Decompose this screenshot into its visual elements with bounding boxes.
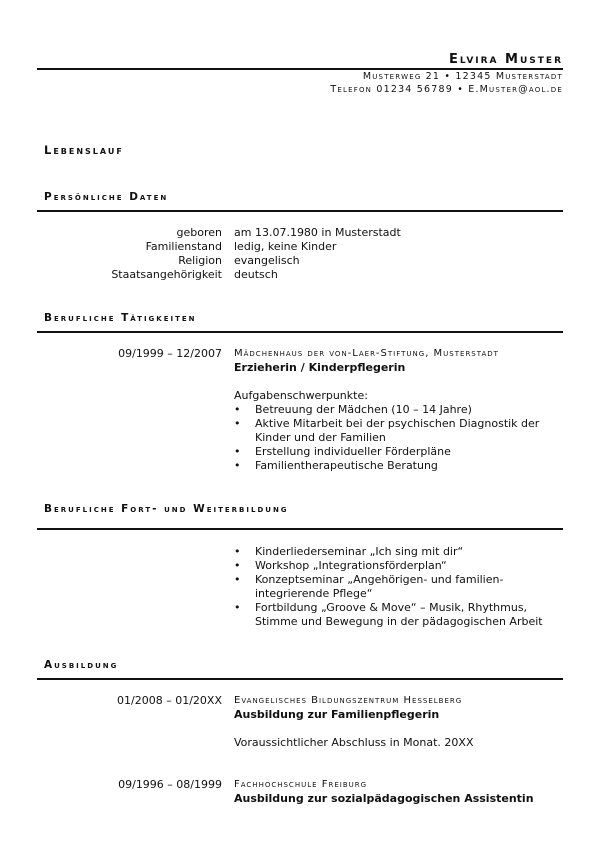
section-heading-personal: Persönliche Daten	[44, 191, 169, 203]
career-date: 09/1999 – 12/2007	[118, 347, 222, 360]
training-bullet: Workshop „Integrationsförderplan“	[255, 559, 447, 572]
label-marital-status: Familienstand	[145, 240, 222, 253]
value-marital-status: ledig, keine Kinder	[234, 240, 337, 253]
career-bullet: Aktive Mitarbeit bei der psychischen Diagnostik der	[255, 417, 540, 430]
applicant-name: Elvira Muster	[448, 52, 563, 67]
value-religion: evangelisch	[234, 254, 300, 267]
contact-line: Telefon 01234 56789 • E.Muster@aol.de	[330, 84, 563, 95]
education-program: Ausbildung zur sozialpädagogischen Assistentin	[234, 792, 534, 805]
bullet-icon: •	[234, 459, 241, 472]
section-rule-training	[37, 528, 563, 530]
section-rule-education	[37, 678, 563, 680]
education-note: Voraussichtlicher Abschluss in Monat. 20XX	[234, 736, 474, 749]
bullet-icon: •	[234, 601, 241, 614]
bullet-icon: •	[234, 559, 241, 572]
training-bullet: Konzeptseminar „Angehörigen- und familien-	[255, 573, 504, 586]
bullet-icon: •	[234, 445, 241, 458]
label-nationality: Staatsangehörigkeit	[111, 268, 222, 281]
section-rule-career	[37, 331, 563, 333]
career-focus-label: Aufgabenschwerpunkte:	[234, 389, 368, 402]
career-bullet: Betreuung der Mädchen (10 – 14 Jahre)	[255, 403, 472, 416]
bullet-icon: •	[234, 417, 241, 430]
bullet-icon: •	[234, 403, 241, 416]
address-line: Musterweg 21 • 12345 Musterstadt	[362, 71, 563, 82]
career-organization: Mädchenhaus der von-Laer-Stiftung, Musterstadt	[234, 348, 499, 359]
section-heading-education: Ausbildung	[44, 659, 119, 671]
training-bullet-continuation: integrierende Pflege“	[255, 587, 373, 600]
training-bullet: Fortbildung „Groove & Move“ – Musik, Rhythmus,	[255, 601, 528, 614]
training-bullet-continuation: Stimme und Bewegung in der pädagogischen Arbeit	[255, 615, 543, 628]
section-heading-career: Berufliche Tätigkeiten	[44, 312, 197, 324]
education-date: 01/2008 – 01/20XX	[117, 694, 222, 707]
document-title: Lebenslauf	[44, 143, 124, 157]
bullet-icon: •	[234, 545, 241, 558]
education-institution: Fachhochschule Freiburg	[234, 779, 368, 790]
career-role: Erzieherin / Kinderpflegerin	[234, 361, 406, 374]
career-bullet: Erstellung individueller Förderpläne	[255, 445, 451, 458]
value-nationality: deutsch	[234, 268, 278, 281]
section-rule-personal	[37, 210, 563, 212]
career-bullet: Familientherapeutische Beratung	[255, 459, 438, 472]
label-religion: Religion	[178, 254, 222, 267]
training-bullet: Kinderliederseminar „Ich sing mit dir“	[255, 545, 464, 558]
education-institution: Evangelisches Bildungszentrum Hesselberg	[234, 695, 463, 706]
bullet-icon: •	[234, 573, 241, 586]
header-rule	[37, 68, 563, 70]
education-program: Ausbildung zur Familienpflegerin	[234, 708, 440, 721]
label-born: geboren	[176, 226, 222, 239]
value-born: am 13.07.1980 in Musterstadt	[234, 226, 401, 239]
section-heading-training: Berufliche Fort- und Weiterbildung	[44, 503, 289, 515]
career-bullet-continuation: Kinder und der Familien	[255, 431, 386, 444]
education-date: 09/1996 – 08/1999	[118, 778, 222, 791]
